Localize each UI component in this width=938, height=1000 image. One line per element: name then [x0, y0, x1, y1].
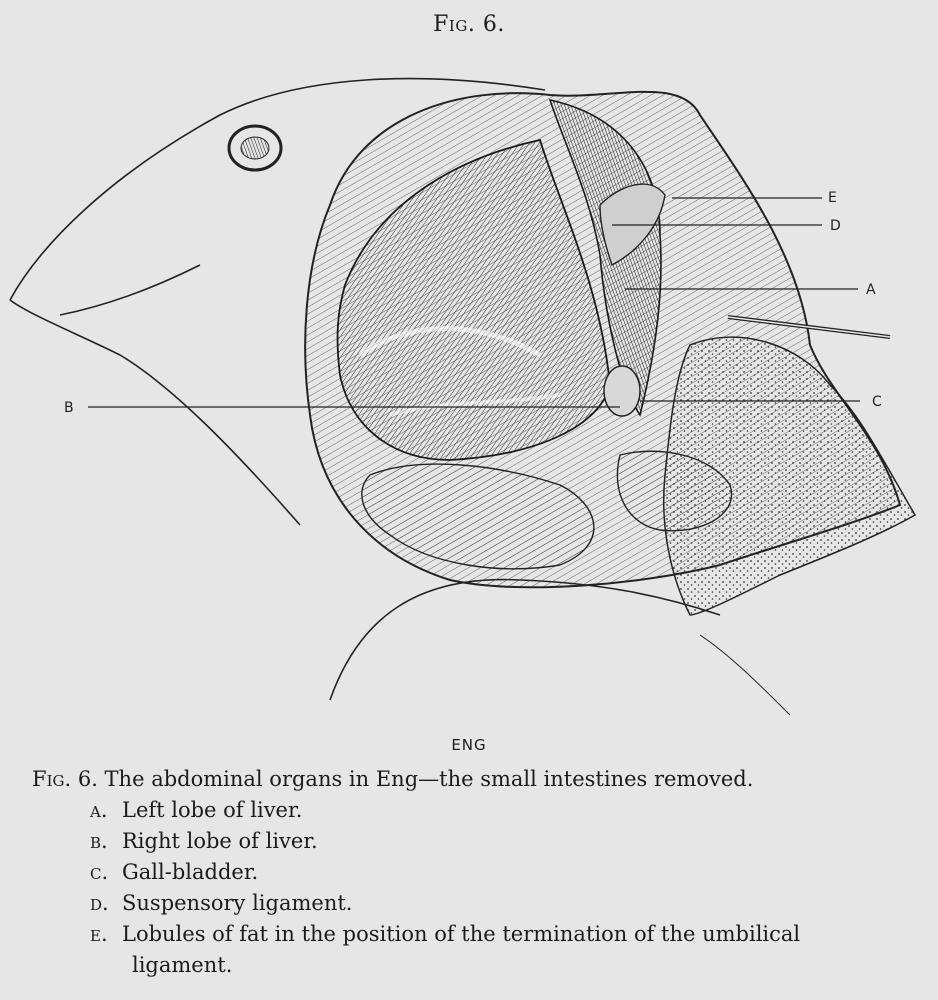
caption-line — [32, 764, 918, 795]
legend-key: e. — [90, 922, 108, 946]
figure-title-prefix: Fig. — [433, 12, 476, 37]
navel-ellipse — [229, 126, 281, 170]
legend-desc: Suspensory ligament. — [122, 891, 353, 915]
legend-item — [90, 826, 918, 857]
legend-key: b. — [90, 829, 108, 853]
legend-desc: Gall-bladder. — [122, 860, 259, 884]
label-d: D — [830, 218, 841, 234]
label-e: E — [828, 190, 837, 206]
legend-desc: Right lobe of liver. — [122, 829, 318, 853]
label-a: A — [866, 282, 876, 298]
legend-item — [90, 857, 918, 888]
caption-prefix: Fig. — [32, 767, 72, 791]
engraver-label: ENG — [451, 736, 487, 754]
legend-desc-continuation: ligament. — [132, 953, 233, 977]
anatomical-engraving — [0, 55, 938, 725]
figure-title-number: 6. — [482, 12, 505, 37]
label-b: B — [64, 400, 74, 416]
figure-title — [0, 12, 938, 37]
legend-desc-line: Lobules of fat in the position of the termination of the umbilical — [122, 922, 801, 946]
legend-desc: Left lobe of liver. — [122, 798, 303, 822]
figure-caption — [32, 764, 918, 981]
label-c: C — [872, 394, 882, 410]
legend-item — [90, 795, 918, 826]
legend-key: d. — [90, 891, 109, 915]
caption-text: 6. The abdominal organs in Eng—the small intestines removed. — [77, 767, 754, 791]
legend-item — [90, 888, 918, 919]
legend-key: c. — [90, 860, 109, 884]
legend-key: a. — [90, 798, 108, 822]
legend-item — [90, 919, 918, 981]
legend-desc — [122, 919, 918, 981]
legend-list — [32, 795, 918, 981]
gall-bladder — [604, 366, 640, 416]
